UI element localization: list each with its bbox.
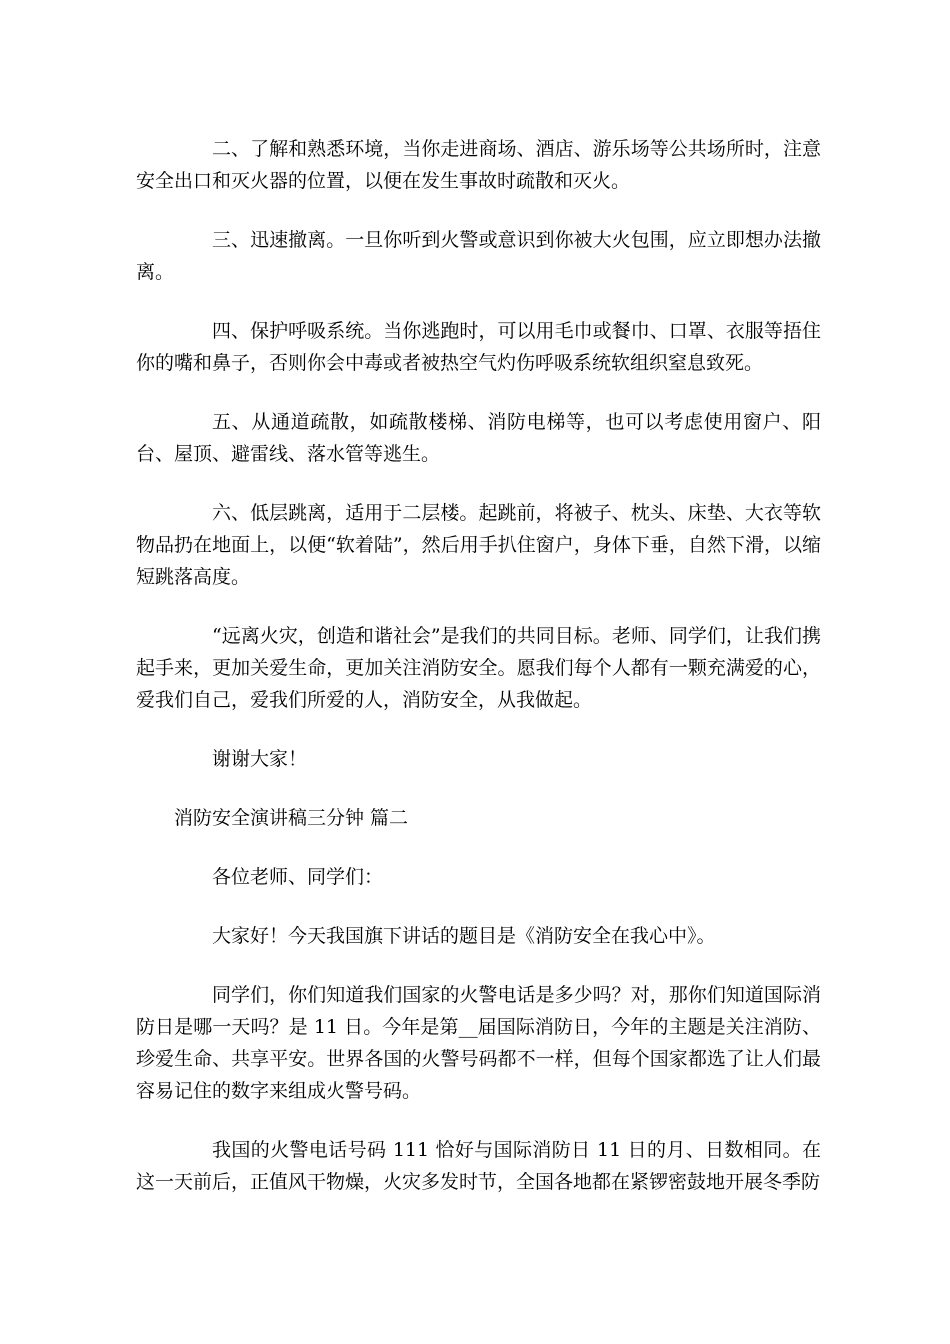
paragraph-low-floor-jump: 六、低层跳离，适用于二层楼。起跳前，将被子、枕头、床垫、大衣等软物品扔在地面上，以便“软着陆”，然后用手扒住窗户，身体下垂，自然下滑，以缩短跳落高度。 — [136, 502, 821, 588]
paragraph-fire-number: 同学们，你们知道我们国家的火警电话是多少吗？对，那你们知道国际消防日是哪一天吗？是 11 日。今年是第__届国际消防日，今年的主题是关注消防、珍爱生命、共享平安。世界各国的火警号码都不一样，但每个国家都选了让人们最容易记住的数字来组成火警号码。 — [136, 984, 821, 1102]
paragraph-thanks: 谢谢大家！ — [212, 748, 308, 770]
document-body — [136, 133, 821, 1225]
paragraph-salutation: 各位老师、同学们： — [212, 866, 384, 888]
paragraph-common-goal: “远离火灾，创造和谐社会”是我们的共同目标。老师、同学们，让我们携起手来，更加关爱生命，更加关注消防安全。愿我们每个人都有一颗充满爱的心，爱我们自己，爱我们所爱的人，消防安全，从我做起。 — [136, 625, 821, 711]
paragraph-protect-breathing: 四、保护呼吸系统。当你逃跑时，可以用毛巾或餐巾、口罩、衣服等捂住你的嘴和鼻子，否则你会中毒或者被热空气灼伤呼吸系统软组织窒息致死。 — [136, 320, 821, 374]
paragraph-evacuate-channels: 五、从通道疏散，如疏散楼梯、消防电梯等，也可以考虑使用窗户、阳台、屋顶、避雷线、落水管等逃生。 — [136, 411, 821, 465]
paragraph-fire-day: 我国的火警电话号码 111 恰好与国际消防日 11 日的月、日数相同。在这一天前后，正值风干物燥，火灾多发时节，全国各地都在紧锣密鼓地开展冬季防 — [136, 1139, 821, 1193]
paragraph-evacuate-quickly: 三、迅速撤离。一旦你听到火警或意识到你被大火包围，应立即想办法撤离。 — [136, 229, 821, 283]
section-heading-part-two: 消防安全演讲稿三分钟 篇二 — [174, 807, 409, 829]
paragraph-familiarize-environment: 二、了解和熟悉环境，当你走进商场、酒店、游乐场等公共场所时，注意安全出口和灭火器的位置，以便在发生事故时疏散和灭火。 — [136, 138, 821, 192]
paragraph-greeting: 大家好！今天我国旗下讲话的题目是《消防安全在我心中》。 — [212, 925, 716, 947]
